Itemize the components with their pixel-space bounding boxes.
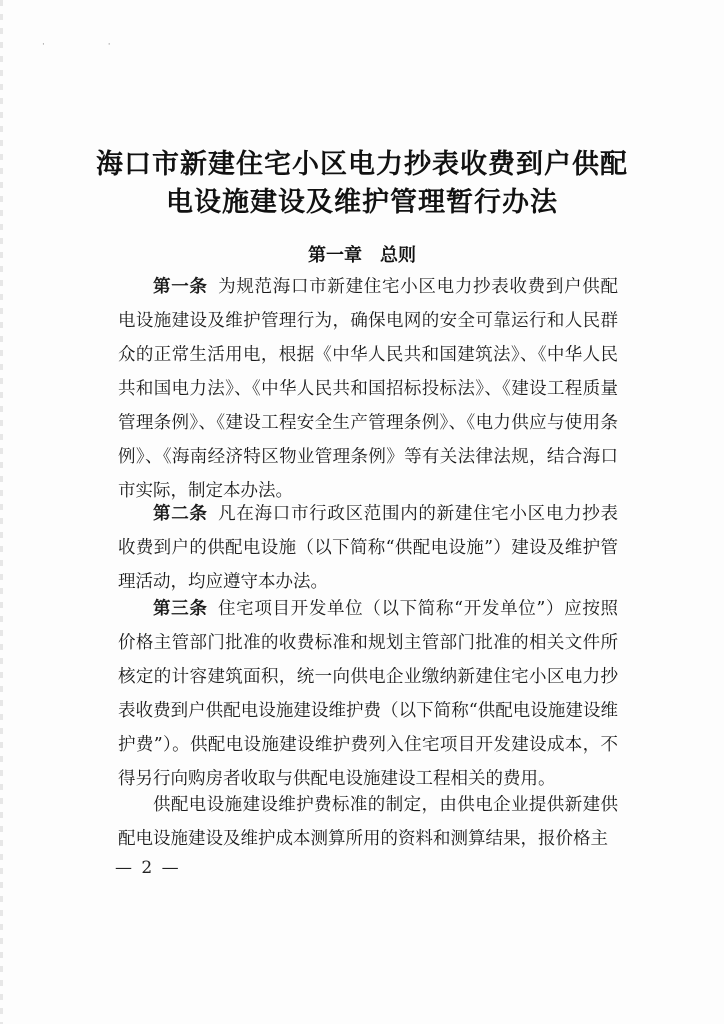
article-1-label: 第一条 xyxy=(153,277,208,297)
document-title-line-1: 海口市新建住宅小区电力抄表收费到户供配 xyxy=(96,149,628,180)
article-3-text: 住宅项目开发单位（以下简称“开发单位”）应按照价格主管部门批准的收费标准和规划主管部门批准的相关文件所核定的计容建筑面积，统一向供电企业缴纳新建住宅小区电力抄表收费到户供配电设施建设维护费（以下简称“供配电设施建设维护费”）。供配电设施建设维护费列入住宅项目开发建设成本，不得另行向购房者收取与供配电设施建设工程相关的费用。 xyxy=(118,599,618,789)
continuation-paragraph: 供配电设施建设维护费标准的制定，由供电企业提供新建供配电设施建设及维护成本测算所用的资料和测算结果，报价格主 xyxy=(118,795,618,849)
page-number: — 2 — xyxy=(115,858,181,878)
article-2-label: 第二条 xyxy=(153,504,208,524)
article-2-text: 凡在海口市行政区范围内的新建住宅小区电力抄表收费到户的供配电设施（以下简称“供配电设施”）建设及维护管理活动，均应遵守本办法。 xyxy=(118,504,618,592)
article-1 xyxy=(118,270,618,508)
article-3 xyxy=(118,592,618,796)
document-title-line-2: 电设施建设及维护管理暂行办法 xyxy=(166,187,558,218)
scan-edge-artifact xyxy=(0,0,3,1024)
article-3-label: 第三条 xyxy=(153,599,208,619)
scan-specks: · · xyxy=(42,40,141,50)
chapter-heading: 第一章 总则 xyxy=(308,245,416,266)
article-2 xyxy=(118,497,618,599)
article-1-text: 为规范海口市新建住宅小区电力抄表收费到户供配电设施建设及维护管理行为，确保电网的安全可靠运行和人民群众的正常生活用电，根据《中华人民共和国建筑法》、《中华人民共和国电力法》、《中华人民共和国招标投标法》、《建设工程质量管理条例》、《建设工程安全生产管理条例》、《电力供应与使用条例》、《海南经济特区物业管理条例》等有关法律法规，结合海口市实际，制定本办法。 xyxy=(118,277,618,501)
